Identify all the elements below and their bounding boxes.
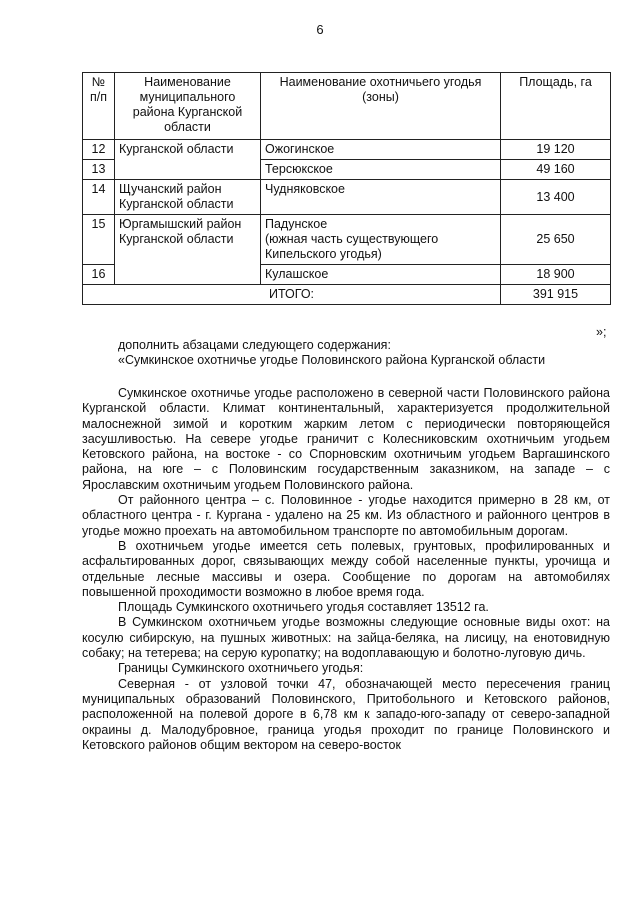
row-ground: Терсюкское	[261, 160, 501, 180]
section-heading: «Сумкинское охотничье угодье Половинского района Курганской области	[118, 353, 546, 368]
header-area: Площадь, га	[501, 73, 611, 140]
row-ground: Падунское (южная часть существующего Кипельского угодья)	[261, 215, 501, 265]
paragraph: Площадь Сумкинского охотничьего угодья составляет 13512 га.	[118, 600, 489, 615]
total-value: 391 915	[501, 285, 611, 305]
row-district: Курганской области	[115, 140, 261, 180]
row-area: 25 650	[501, 215, 611, 265]
paragraph: В Сумкинском охотничьем угодье возможны следующие основные виды охот: на косулю сибирскую, на пушных животных: на зайца-беляка, на лисицу, на енотовидную собаку; на тетерева; на серую куропатку; на водоплавающую и болотно-луговую дичь.	[82, 615, 610, 661]
row-area: 13 400	[501, 180, 611, 215]
row-area: 18 900	[501, 265, 611, 285]
row-num: 14	[83, 180, 115, 215]
table-total-row	[83, 285, 611, 305]
hunting-grounds-table	[82, 72, 611, 305]
row-num: 15	[83, 215, 115, 265]
row-district: Юргамышский район Курганской области	[115, 215, 261, 285]
paragraph: В охотничьем угодье имеется сеть полевых, грунтовых, профилированных и асфальтированных дорог, связывающих между собой населенные пункты, урочища и отдельные лесные массивы и озера. Сообщение по дорогам на автомобилях повышенной проходимости возможно в любое время года.	[82, 538, 610, 599]
row-num: 12	[83, 140, 115, 160]
paragraph: От районного центра – с. Половинное - угодье находится примерно в 28 км, от областного центра - г. Кургана - удалено на 25 км. Из областного и районного центров в угодье можно проехать на автомобильном транспорте по автомобильным дорогам.	[82, 493, 610, 538]
total-label: ИТОГО:	[83, 285, 501, 305]
page-number: 6	[316, 22, 324, 37]
header-num: № п/п	[83, 73, 115, 140]
row-num: 16	[83, 265, 115, 285]
row-num: 13	[83, 160, 115, 180]
table-row	[83, 140, 611, 160]
row-ground: Кулашское	[261, 265, 501, 285]
table-row	[83, 180, 611, 215]
intro-line: дополнить абзацами следующего содержания:	[118, 338, 391, 352]
closing-quote-mark: »;	[596, 325, 607, 339]
paragraph: Границы Сумкинского охотничьего угодья:	[118, 661, 364, 676]
table-row	[83, 215, 611, 265]
table-header-row	[83, 73, 611, 140]
row-ground: Чудняковское	[261, 180, 501, 215]
paragraph: Сумкинское охотничье угодье расположено в северной части Половинского района Курганской области. Климат континентальный, характеризуется продолжительной малоснежной зимой и коротким жарким летом с периодически повторяющейся засушливостью. На севере угодье граничит с Колесниковским охотничьим угодьем Кетовского района, на востоке - со Спорновским охотничьим угодьем Варгашинского района, на юге – с Половинским государственным заказником, на западе – с Ярославским охотничьим угодьем Половинского района.	[82, 386, 610, 492]
row-ground: Ожогинское	[261, 140, 501, 160]
header-ground: Наименование охотничьего угодья (зоны)	[261, 73, 501, 140]
row-district: Щучанский район Курганской области	[115, 180, 261, 215]
header-district: Наименование муниципального района Курганской области	[115, 73, 261, 140]
row-area: 49 160	[501, 160, 611, 180]
paragraph: Северная - от узловой точки 47, обозначающей место пересечения границ муниципальных образований Половинского, Притобольного и Кетовского районов, расположенной на полевой дороге в 6,78 км к западо-юго-западу от северо-западной окраины д. Малодубровное, граница угодья проходит по границе Половинского и Кетовского районов общим вектором на северо-восток	[82, 676, 610, 752]
intro-block	[82, 338, 610, 369]
body-text	[82, 386, 610, 753]
row-area: 19 120	[501, 140, 611, 160]
